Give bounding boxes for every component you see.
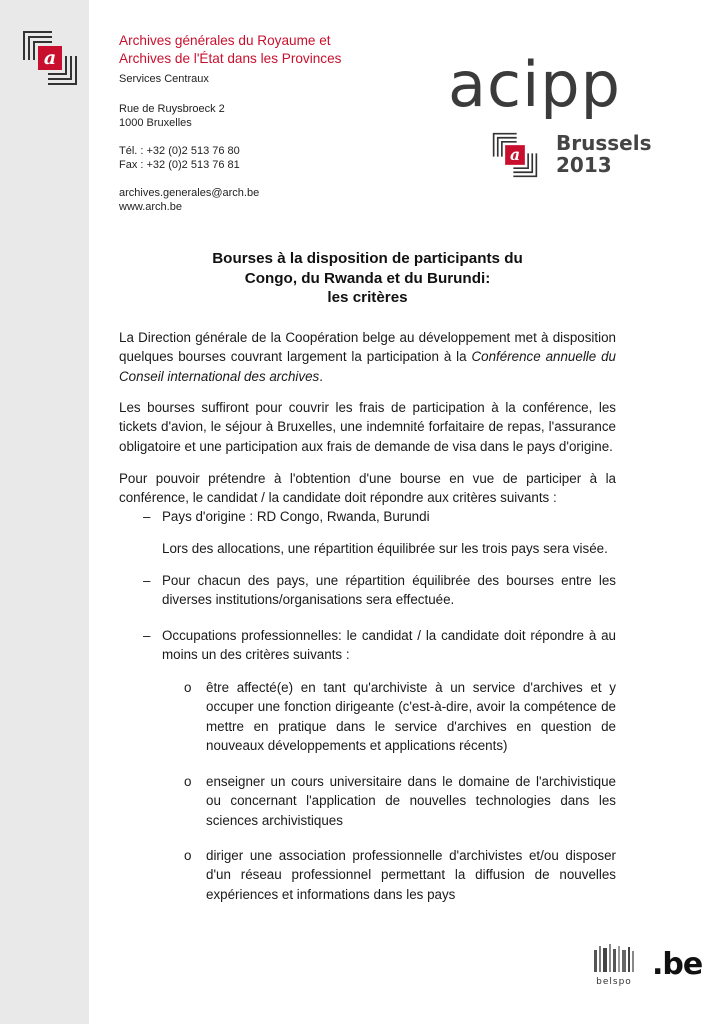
event-city: Brussels [556, 131, 652, 155]
belspo-logo [592, 944, 636, 986]
archives-mini-logo [492, 132, 538, 178]
be-logo: .be [652, 947, 703, 982]
criterion-distribution: Pour chacun des pays, une répartition équilibrée des bourses entre les diverses institutions/organisations sera effectuée. [162, 573, 616, 608]
archives-logo [22, 30, 78, 86]
dash-marker: – [143, 628, 151, 643]
website-link[interactable]: www.arch.be [119, 201, 182, 213]
event-year: 2013 [556, 153, 612, 177]
phone-block [119, 144, 240, 172]
phone-number: Tél. : +32 (0)2 513 76 80 [119, 145, 240, 157]
criterion-country-note: Lors des allocations, une répartition équilibrée sur les trois pays sera visée. [162, 541, 608, 556]
address-city: 1000 Bruxelles [119, 117, 192, 129]
document-title [119, 249, 616, 308]
left-margin-band [0, 0, 89, 1024]
fax-number: Fax : +32 (0)2 513 76 81 [119, 159, 240, 171]
intro-text: La Direction générale de la Coopération belge au développement met à disposition quelques bourses couvrant largement la participation à la [119, 330, 616, 365]
bullet-marker: o [184, 848, 192, 863]
svg-text:a: a [43, 47, 57, 69]
dash-marker: – [143, 573, 151, 588]
criterion-occupation: Occupations professionnelles: le candidat / la candidate doit répondre à au moins un des critères suivants : [162, 628, 616, 663]
title-line-1: Bourses à la disposition de participants du [212, 250, 523, 267]
bullet-marker: o [184, 774, 192, 789]
conference-name: Conférence annuelle du Conseil international des archives [119, 349, 616, 384]
title-line-2: Congo, du Rwanda et du Burundi: [244, 269, 491, 287]
svg-text:a: a [509, 144, 521, 164]
sub-criterion-teaching: enseigner un cours universitaire dans le domaine de l'archivistique ou concernant l'application de nouvelles technologies dans les sciences archivistiques [206, 774, 616, 828]
sub-criterion-association: diriger une association professionnelle d'archivistes et/ou disposer d'un réseau professionnel permettant la diffusion de nouvelles expériences et informations dans les pays [206, 848, 616, 902]
criterion-country: Pays d'origine : RD Congo, Rwanda, Burundi [162, 509, 430, 524]
institution-line-2: Archives de l'État dans les Provinces [119, 51, 342, 66]
acipp-wordmark: acipp [448, 48, 622, 121]
email-link[interactable]: archives.generales@arch.be [119, 187, 260, 199]
contact-block [119, 186, 259, 214]
address [119, 102, 225, 130]
eligibility-paragraph: Pour pouvoir prétendre à l'obtention d'une bourse en vue de participer à la conférence, le candidat / la candidate doit répondre aux critères suivants : [119, 471, 616, 506]
intro-paragraph [119, 328, 616, 386]
belspo-barcode-icon [592, 944, 636, 972]
coverage-paragraph: Les bourses suffiront pour couvrir les frais de participation à la conférence, les tickets d'avion, le séjour à Bruxelles, une indemnité forfaitaire de repas, l'assurance obligatoire et une participation aux frais de demande de visa dans le pays d'origine. [119, 400, 616, 454]
dash-marker: – [143, 509, 151, 524]
institution-line-1: Archives générales du Royaume et [119, 33, 331, 48]
institution-name [119, 32, 341, 68]
bullet-marker: o [184, 680, 192, 695]
acipp-logo [448, 48, 652, 187]
sub-criterion-archivist: être affecté(e) en tant qu'archiviste à un service d'archives et y occuper une fonction dirigeante (c'est-à-dire, avoir la compétence de mettre en pratique dans le service d'archives en question de nouveaux développements et applications récents) [206, 680, 616, 753]
intro-end: . [319, 368, 323, 384]
belspo-label: belspo [596, 977, 632, 987]
service-name: Services Centraux [119, 73, 209, 85]
title-line-3: les critères [327, 289, 408, 306]
address-street: Rue de Ruysbroeck 2 [119, 103, 225, 115]
